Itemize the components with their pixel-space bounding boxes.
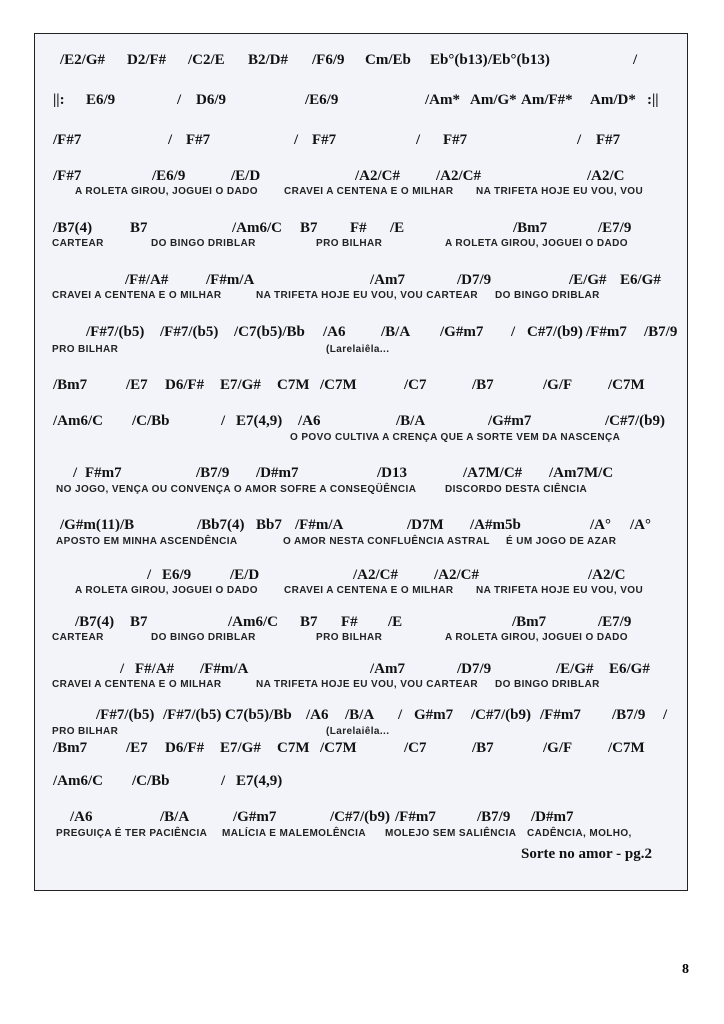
chord-e7: /E7 [126,740,148,756]
chord-d7-9: /D7/9 [457,272,492,288]
chord-e7: /E7 [126,377,148,393]
chord-fsharp7: F#7 [186,132,211,148]
chord-sheet [34,33,688,891]
lyric-line: PRO BILHAR [52,726,119,737]
chord-fsharp7: F#7 [443,132,468,148]
chord-b7-9: /B7/9 [644,324,678,340]
lyric-line: CARTEAR [52,632,104,643]
chord-bb7: Bb7 [256,517,282,533]
chord-fsharp7: /F#7 [53,132,82,148]
chord-fsharp7-b5: /F#7/(b5) [96,707,155,723]
chord-d7m: /D7M [407,517,444,533]
bar-separator: / [177,92,182,108]
lyric-line: CRAVEI A CENTENA E O MILHAR [52,679,222,690]
lyric-line: O AMOR NESTA CONFLUÊNCIA ASTRAL [283,536,490,547]
chord-e: /E [390,220,405,236]
chord-am7: /Am7 [370,272,405,288]
lyric-line: DO BINGO DRIBLAR [151,632,256,643]
chord-a2-csharp: /A2/C# [436,168,481,184]
chord-a2-c: /A2/C [588,567,626,583]
chord-fsharp-asharp: /F#/A# [125,272,169,288]
chord-a6: /A6 [70,809,93,825]
chord-a6: /A6 [323,324,346,340]
lyric-line: CRAVEI A CENTENA E O MILHAR [52,290,222,301]
lyric-line: CRAVEI A CENTENA E O MILHAR [284,186,454,197]
chord-bm7: /Bm7 [512,614,547,630]
chord-asharpm5b: /A#m5b [470,517,521,533]
chord-e6-9: /E6/9 [152,168,186,184]
lyric-line: DISCORDO DESTA CIÊNCIA [445,484,588,495]
chord-e7-9: /E7/9 [598,220,632,236]
bar-separator: ||: [53,92,65,108]
chord-b-a: /B/A [396,413,426,429]
page-number: 8 [682,962,689,977]
chord-b7: B7 [130,614,148,630]
lyric-line: O POVO CULTIVA A CRENÇA QUE A SORTE VEM DA NASCENÇA [290,432,621,443]
lyric-line: CRAVEI A CENTENA E O MILHAR [284,585,454,596]
chord-d7-9: /D7/9 [457,661,492,677]
chord-eb-b13: /Eb°(b13) [488,52,550,68]
chord-e6-9: E6/9 [86,92,116,108]
chord-e7-9: /E7/9 [598,614,632,630]
chord-e: /E [388,614,403,630]
chord-am-g: Am/G* [470,92,517,108]
chord-fsharp: F# [350,220,367,236]
lyric-line: NA TRIFETA HOJE EU VOU, VOU [476,585,644,596]
chord-e6-gsharp: E6/G# [620,272,661,288]
chord-d13: /D13 [377,465,407,481]
lyric-line: (Larelaiêla... [326,344,390,355]
chord-fsharpm7: F#m7 [85,465,122,481]
chord-am-fsharp: Am/F#* [521,92,573,108]
page-footer-title: Sorte no amor - pg.2 [521,846,652,862]
chord-fsharp-asharp: F#/A# [135,661,175,677]
chord-g-f: /G/F [543,377,573,393]
chord-gsharpm7: G#m7 [414,707,454,723]
chord-b7: B7 [300,614,318,630]
chord-gsharpm7: /G#m7 [440,324,484,340]
chord-fsharpm7: /F#m7 [395,809,436,825]
chord-a2-c: /A2/C [587,168,625,184]
chord-b7: /B7 [472,377,494,393]
chord-c7-b5-bb: /C7(b5)/Bb [234,324,305,340]
lyric-line: MALÍCIA E MALEMOLÊNCIA [222,828,366,839]
chord-fsharpm-a: /F#m/A [200,661,249,677]
lyric-line: CADÊNCIA, MOLHO, [527,828,632,839]
chord-e-gsharp: /E/G# [556,661,594,677]
bar-separator: / [221,773,226,789]
bar-separator: / [168,132,173,148]
chord-a2-csharp: /A2/C# [355,168,400,184]
chord-am6-c: /Am6/C [53,413,103,429]
chord-b7-9: /B7/9 [196,465,230,481]
chord-b7-4: /B7(4) [75,614,115,630]
chord-bm7: /Bm7 [53,740,88,756]
lyric-line: DO BINGO DRIBLAR [151,238,256,249]
chord-d2-fsharp: D2/F# [127,52,167,68]
chord-d6-fsharp: D6/F# [165,377,205,393]
chord-dsharpm7: /D#m7 [256,465,299,481]
chord-fsharpm-a: /F#m/A [206,272,255,288]
chord-am7m-c: /Am7M/C [549,465,614,481]
chord-b-a: /B/A [160,809,190,825]
bar-separator: / [511,324,516,340]
chord-c7m: C7M [277,740,310,756]
chord-c-bb: /C/Bb [132,773,170,789]
chord-a2-csharp: /A2/C# [434,567,479,583]
lyric-line: PREGUIÇA É TER PACIÊNCIA [56,828,208,839]
bar-separator: / [294,132,299,148]
lyric-line: APOSTO EM MINHA ASCENDÊNCIA [56,536,238,547]
bar-separator: / [663,707,668,723]
chord-dsharpm7: /D#m7 [531,809,574,825]
chord-csharp7-b9: /C#7/(b9) [605,413,665,429]
chord-e7-gsharp: E7/G# [220,740,261,756]
chord-am7: /Am7 [370,661,405,677]
chord-a6: /A6 [298,413,321,429]
chord-fsharpm7: /F#m7 [540,707,581,723]
chord-csharp7-b9: /C#7/(b9) [471,707,531,723]
chord-am6-c: /Am6/C [228,614,278,630]
chord-c7-b5-bb: C7(b5)/Bb [225,707,292,723]
lyric-line: É UM JOGO DE AZAR [506,536,617,547]
bar-separator: / [398,707,403,723]
lyric-line: NA TRIFETA HOJE EU VOU, VOU CARTEAR [256,290,478,301]
lyric-line: CARTEAR [52,238,104,249]
chord-am6-c: /Am6/C [53,773,103,789]
chord-c7m: C7M [277,377,310,393]
lyric-line: A ROLETA GIROU, JOGUEI O DADO [445,632,628,643]
chord-csharp7-b9: C#7/(b9) [527,324,583,340]
chord-c7m: /C7M [320,740,357,756]
bar-separator: / [221,413,226,429]
chord-c7: /C7 [404,740,427,756]
lyric-line: A ROLETA GIROU, JOGUEI O DADO [75,585,258,596]
chord-d6-fsharp: D6/F# [165,740,205,756]
chord-e7-4-9: E7(4,9) [236,773,283,789]
lyric-line: PRO BILHAR [52,344,119,355]
chord-b7-9: /B7/9 [612,707,646,723]
bar-separator: / [577,132,582,148]
chord-e6-gsharp: E6/G# [609,661,650,677]
lyric-line: PRO BILHAR [316,632,383,643]
chord-fsharp7: /F#7 [53,168,82,184]
chord-cm-eb: Cm/Eb [365,52,411,68]
lyric-line: MOLEJO SEM SALIÊNCIA [385,828,517,839]
bar-separator: :|| [647,92,659,108]
chord-g-f: /G/F [543,740,573,756]
chord-eb-b13: Eb°(b13) [430,52,488,68]
chord-bm7: /Bm7 [513,220,548,236]
chord-fsharp7-b5: /F#7/(b5) [86,324,145,340]
chord-gsharpm7: /G#m7 [488,413,532,429]
chord-am6-c: /Am6/C [232,220,282,236]
lyric-line: (Larelaiêla... [326,726,390,737]
chord-fsharp7: F#7 [596,132,621,148]
chord-a2-csharp: /A2/C# [353,567,398,583]
chord-e2-gsharp: /E2/G# [60,52,106,68]
chord-am-d: Am/D* [590,92,636,108]
chord-f6-9: /F6/9 [312,52,345,68]
chord-c7m: /C7M [320,377,357,393]
bar-separator: / [633,52,638,68]
chord-e-d: /E/D [231,168,261,184]
chord-a6: /A6 [306,707,329,723]
chord-fsharp7: F#7 [312,132,337,148]
chord-bb7-4: /Bb7(4) [197,517,245,533]
chord-a: /A° [630,517,651,533]
chord-gsharpm7: /G#m7 [233,809,277,825]
chord-c7m: /C7M [608,377,645,393]
lyric-line: NA TRIFETA HOJE EU VOU, VOU [476,186,644,197]
bar-separator: / [120,661,125,677]
chord-c7: /C7 [404,377,427,393]
chord-c-bb: /C/Bb [132,413,170,429]
chord-b7: /B7 [472,740,494,756]
chord-b7: B7 [300,220,318,236]
chord-e6-9: /E6/9 [305,92,339,108]
chord-b7: B7 [130,220,148,236]
lyric-line: DO BINGO DRIBLAR [495,290,600,301]
chord-e-d: /E/D [230,567,260,583]
chord-a7m-csharp: /A7M/C# [463,465,523,481]
chord-b-a: /B/A [345,707,375,723]
lyric-line: DO BINGO DRIBLAR [495,679,600,690]
lyric-line: NA TRIFETA HOJE EU VOU, VOU CARTEAR [256,679,478,690]
bar-separator: / [147,567,152,583]
chord-b2-dsharp: B2/D# [248,52,289,68]
chord-am: /Am* [425,92,460,108]
chord-b7-9: /B7/9 [477,809,511,825]
chord-csharp7-b9: /C#7/(b9) [330,809,390,825]
chord-gsharpm-11-b: /G#m(11)/B [60,517,135,533]
chord-e7-gsharp: E7/G# [220,377,261,393]
lyric-line: NO JOGO, VENÇA OU CONVENÇA O AMOR SOFRE A CONSEQÜÊNCIA [56,484,417,495]
chord-fsharp: F# [341,614,358,630]
chord-e7-4-9: E7(4,9) [236,413,283,429]
chord-fsharpm-a: /F#m/A [295,517,344,533]
lyric-line: A ROLETA GIROU, JOGUEI O DADO [75,186,258,197]
lyric-line: PRO BILHAR [316,238,383,249]
chord-bm7: /Bm7 [53,377,88,393]
chord-b-a: /B/A [381,324,411,340]
chord-b7-4: /B7(4) [53,220,93,236]
chord-e-gsharp: /E/G# [569,272,607,288]
chord-d6-9: D6/9 [196,92,226,108]
chord-a: /A° [590,517,611,533]
chord-fsharpm7: /F#m7 [586,324,627,340]
chord-c7m: /C7M [608,740,645,756]
lyric-line: A ROLETA GIROU, JOGUEI O DADO [445,238,628,249]
chord-c2-e: /C2/E [188,52,225,68]
chord-fsharp7-b5: /F#7/(b5) [160,324,219,340]
bar-separator: / [416,132,421,148]
chord-e6-9: E6/9 [162,567,192,583]
chord-fsharp7-b5: /F#7/(b5) [163,707,222,723]
bar-separator: / [73,465,78,481]
